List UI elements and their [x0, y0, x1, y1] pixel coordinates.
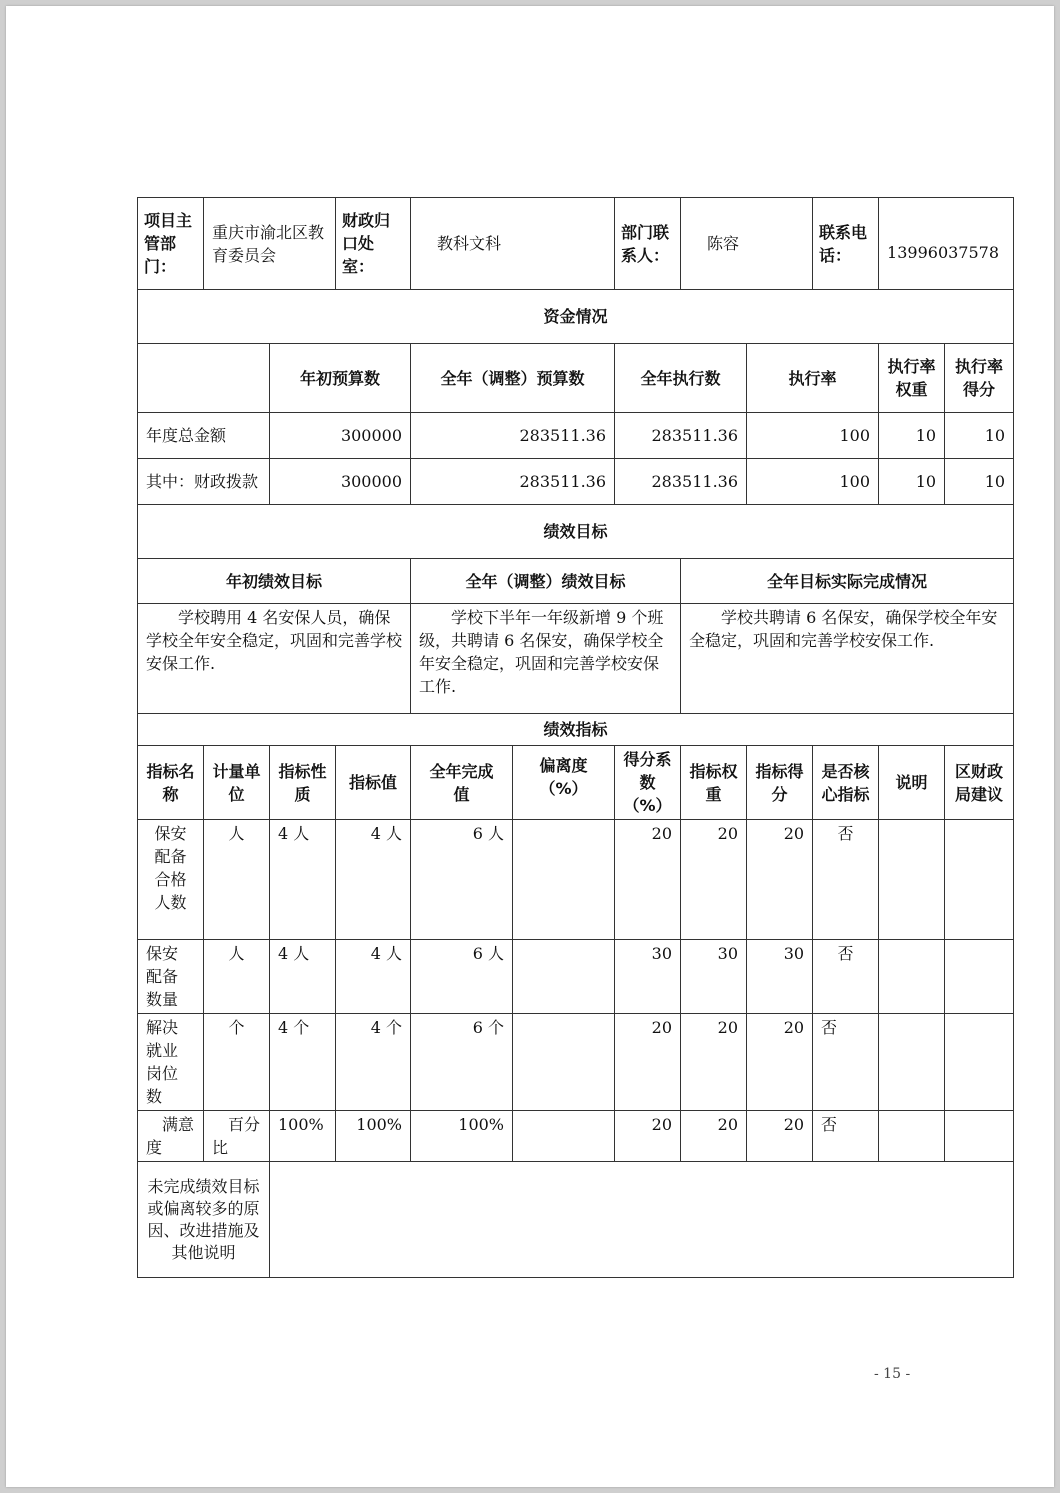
goals-text-initial: 学校聘用 4 名安保人员，确保学校全年安全稳定，巩固和完善学校安保工作.: [138, 604, 411, 714]
footer-note-label: 未完成绩效目标或偏离较多的原因、改进措施及其他说明: [138, 1162, 270, 1278]
ind-cell: 20: [681, 1014, 747, 1111]
funds-cell: 283511.36: [615, 459, 747, 505]
indicators-title-row: [138, 714, 1014, 746]
ind-cell: 20: [681, 820, 747, 940]
ind-cell: 20: [747, 1111, 813, 1162]
funds-header-row: [138, 344, 1014, 413]
goals-title-row: [138, 505, 1014, 559]
phone-label: 联系电话：: [813, 198, 879, 290]
funds-cell: 283511.36: [615, 413, 747, 459]
dept-value: 重庆市渝北区教育委员会: [204, 198, 336, 290]
ind-cell: [879, 820, 945, 940]
funds-header-adjusted: 全年（调整）预算数: [411, 344, 615, 413]
ind-cell-name: 解决就业岗位数: [138, 1014, 204, 1111]
ind-cell: [513, 820, 615, 940]
goals-text-actual: 学校共聘请 6 名保安，确保学校全年安全稳定，巩固和完善学校安保工作.: [681, 604, 1014, 714]
ind-cell: 100%: [411, 1111, 513, 1162]
ind-header-note: 说明: [879, 746, 945, 820]
indicators-header-row: [138, 746, 1014, 820]
ind-cell: 20: [615, 1111, 681, 1162]
funds-header-weight: 执行率权重: [879, 344, 945, 413]
ind-header-completed: 全年完成值: [411, 746, 513, 820]
ind-cell: 30: [747, 940, 813, 1014]
funds-cell: 10: [945, 413, 1014, 459]
ind-cell: 4 人: [270, 820, 336, 940]
ind-cell: 20: [615, 1014, 681, 1111]
ind-cell: 20: [615, 820, 681, 940]
funds-cell: 10: [879, 459, 945, 505]
funds-cell: 283511.36: [411, 413, 615, 459]
ind-cell: 6 个: [411, 1014, 513, 1111]
funds-cell: 300000: [270, 413, 411, 459]
ind-header-deviation: 偏离度（%）: [513, 746, 615, 820]
ind-cell: 4 个: [270, 1014, 336, 1111]
funds-cell: 300000: [270, 459, 411, 505]
ind-cell: 100%: [336, 1111, 411, 1162]
goals-text-adjusted: 学校下半年一年级新增 9 个班级，共聘请 6 名保安，确保学校全年安全稳定，巩固和完善学校安保工作.: [411, 604, 681, 714]
table-row: [138, 820, 1014, 940]
document-page: [6, 6, 1054, 1487]
funds-row-total: [138, 413, 1014, 459]
ind-header-score: 指标得分: [747, 746, 813, 820]
ind-cell-unit: 人: [204, 820, 270, 940]
ind-header-suggestion: 区财政局建议: [945, 746, 1014, 820]
ind-cell: 否: [813, 1014, 879, 1111]
ind-cell: [945, 1111, 1014, 1162]
page-number: - 15 -: [874, 1366, 911, 1382]
ind-header-value: 指标值: [336, 746, 411, 820]
ind-cell: 30: [681, 940, 747, 1014]
ind-header-unit: 计量单位: [204, 746, 270, 820]
goals-title: 绩效目标: [138, 505, 1014, 559]
ind-cell-name: 保安配备合格人数: [138, 820, 204, 940]
ind-cell: 4 个: [336, 1014, 411, 1111]
ind-cell: [945, 940, 1014, 1014]
funds-header-blank: [138, 344, 270, 413]
ind-cell: 100%: [270, 1111, 336, 1162]
ind-cell: [879, 1111, 945, 1162]
ind-cell-name: 保安配备数量: [138, 940, 204, 1014]
ind-cell: [513, 1111, 615, 1162]
ind-cell: [879, 1014, 945, 1111]
ind-cell: [945, 1014, 1014, 1111]
funds-header-executed: 全年执行数: [615, 344, 747, 413]
ind-cell: 20: [681, 1111, 747, 1162]
table-row: [138, 1014, 1014, 1111]
funds-cell: 100: [747, 459, 879, 505]
dept-label: 项目主管部门：: [138, 198, 204, 290]
ind-cell-unit: 个: [204, 1014, 270, 1111]
funds-header-rate: 执行率: [747, 344, 879, 413]
ind-header-nature: 指标性质: [270, 746, 336, 820]
funds-cell: 100: [747, 413, 879, 459]
ind-cell: [879, 940, 945, 1014]
funds-cell: 283511.36: [411, 459, 615, 505]
funds-cell: 10: [879, 413, 945, 459]
ind-cell: 否: [813, 820, 879, 940]
funds-row-label: 其中：财政拨款: [138, 459, 270, 505]
goals-header-adjusted: 全年（调整）绩效目标: [411, 559, 681, 604]
ind-cell: 4 人: [336, 820, 411, 940]
table-row: [138, 1111, 1014, 1162]
goals-header-initial: 年初绩效目标: [138, 559, 411, 604]
performance-table: [137, 197, 1014, 1278]
goals-header-actual: 全年目标实际完成情况: [681, 559, 1014, 604]
ind-cell: 4 人: [336, 940, 411, 1014]
funds-cell: 10: [945, 459, 1014, 505]
table-row: [138, 940, 1014, 1014]
indicators-title: 绩效指标: [138, 714, 1014, 746]
ind-cell: 4 人: [270, 940, 336, 1014]
ind-cell: 6 人: [411, 820, 513, 940]
header-info-row: [138, 198, 1014, 290]
ind-cell: 20: [747, 820, 813, 940]
ind-cell: 否: [813, 1111, 879, 1162]
funds-header-initial: 年初预算数: [270, 344, 411, 413]
ind-cell-name: 满意度: [138, 1111, 204, 1162]
contact-value: 陈容: [681, 198, 813, 290]
ind-cell-unit: 百分比: [204, 1111, 270, 1162]
goals-text-row: [138, 604, 1014, 714]
goals-header-row: [138, 559, 1014, 604]
ind-cell: [513, 1014, 615, 1111]
contact-label: 部门联系人：: [615, 198, 681, 290]
finance-label: 财政归口处室：: [336, 198, 411, 290]
ind-cell: [513, 940, 615, 1014]
funds-header-score: 执行率得分: [945, 344, 1014, 413]
funds-row-label: 年度总金额: [138, 413, 270, 459]
finance-value: 教科文科: [411, 198, 615, 290]
ind-header-coefficient: 得分系数（%）: [615, 746, 681, 820]
ind-cell-unit: 人: [204, 940, 270, 1014]
funds-row-fiscal: [138, 459, 1014, 505]
ind-cell: 20: [747, 1014, 813, 1111]
funds-title: 资金情况: [138, 290, 1014, 344]
ind-cell: 30: [615, 940, 681, 1014]
ind-cell: 6 人: [411, 940, 513, 1014]
ind-cell: 否: [813, 940, 879, 1014]
funds-title-row: [138, 290, 1014, 344]
footer-note-value: [270, 1162, 1014, 1278]
ind-cell: [945, 820, 1014, 940]
footer-note-row: [138, 1162, 1014, 1278]
ind-header-core: 是否核心指标: [813, 746, 879, 820]
ind-header-weight: 指标权重: [681, 746, 747, 820]
phone-value: 13996037578: [879, 198, 1014, 290]
ind-header-name: 指标名称: [138, 746, 204, 820]
